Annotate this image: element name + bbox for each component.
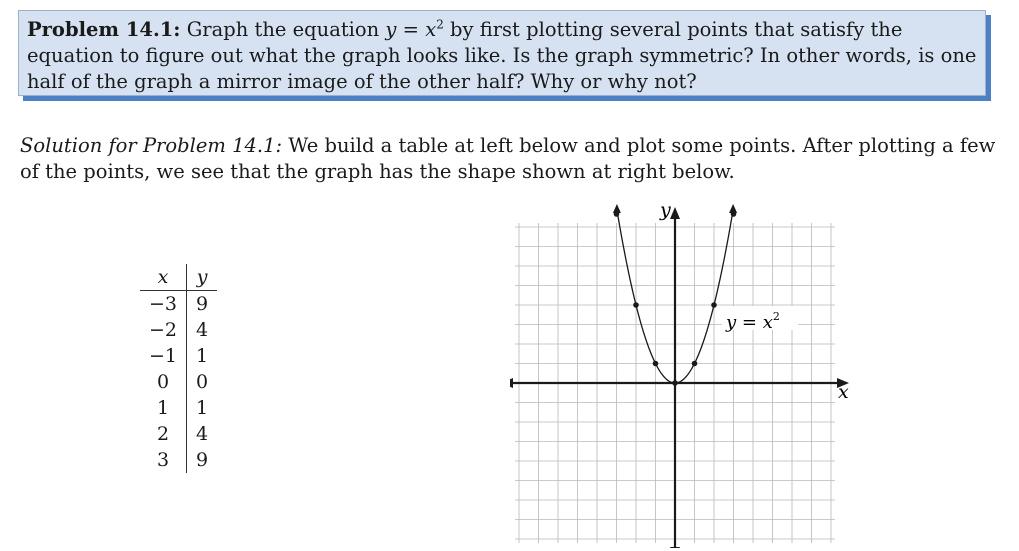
table-cell-y: 4 — [196, 319, 209, 341]
table-cell-x: −1 — [140, 343, 187, 369]
x-axis-arrow-left — [510, 378, 513, 388]
solution-paragraph — [20, 133, 1010, 185]
problem-label: Problem 14.1: — [27, 18, 181, 41]
solution-text: We build a table at left below and plot some points. After plotting a few of the points, we see that the graph has the shape shown at right below. — [20, 134, 996, 183]
table-row — [140, 421, 217, 447]
table-header-row — [140, 264, 217, 291]
svg-text:y = x2 — [725, 310, 780, 333]
problem-text-post: by first plotting several points that satisfy the equation to figure out what the graph looks like. Is the graph symmetric? In other words, is one half of the graph a mirror image of the other half? Why or why not? — [27, 18, 977, 93]
plotted-point — [633, 302, 639, 308]
table-cell-x: −2 — [140, 317, 187, 343]
table-row — [140, 369, 217, 395]
x-axis-label: x — [838, 381, 849, 403]
y-axis-arrow-down — [670, 547, 680, 548]
table-cell-x: −3 — [140, 291, 187, 318]
equation-equals: = — [396, 18, 426, 41]
table-header-x: x — [140, 264, 187, 291]
table-cell-y: 9 — [196, 449, 209, 471]
table-cell-y: 1 — [196, 397, 209, 419]
table-row — [140, 447, 217, 473]
table-row — [140, 317, 217, 343]
curve-label-text: y = x — [726, 312, 773, 333]
solution-label: Solution for Problem 14.1: — [20, 134, 283, 157]
curve-label-exponent: 2 — [772, 310, 780, 323]
graph-axes — [510, 207, 849, 548]
problem-box — [18, 10, 986, 96]
table-cell-y: 4 — [196, 423, 209, 445]
table-cell-x: 1 — [140, 395, 187, 421]
xy-table — [140, 264, 217, 473]
plotted-point — [653, 361, 659, 367]
plotted-point — [731, 211, 737, 217]
y-axis-arrow-up — [670, 207, 680, 219]
plotted-point — [672, 380, 678, 386]
table-cell-x: 2 — [140, 421, 187, 447]
table-cell-x: 0 — [140, 369, 187, 395]
curve-label — [722, 306, 798, 333]
table-row — [140, 291, 217, 318]
y-axis-label: y — [660, 199, 671, 221]
equation-x: x — [425, 18, 437, 41]
table-row — [140, 343, 217, 369]
equation-exponent: 2 — [436, 17, 444, 32]
plotted-point — [614, 211, 620, 217]
table-cell-x: 3 — [140, 447, 187, 473]
plotted-point — [692, 361, 698, 367]
problem-text-pre: Graph the equation — [186, 18, 380, 41]
table-header-y: y — [187, 264, 218, 291]
plotted-point — [711, 302, 717, 308]
table-cell-y: 1 — [196, 345, 209, 367]
table-row — [140, 395, 217, 421]
table-cell-y: 9 — [196, 293, 209, 315]
table-cell-y: 0 — [196, 371, 209, 393]
parabola-graph — [510, 196, 855, 548]
equation-y: y — [385, 18, 397, 41]
